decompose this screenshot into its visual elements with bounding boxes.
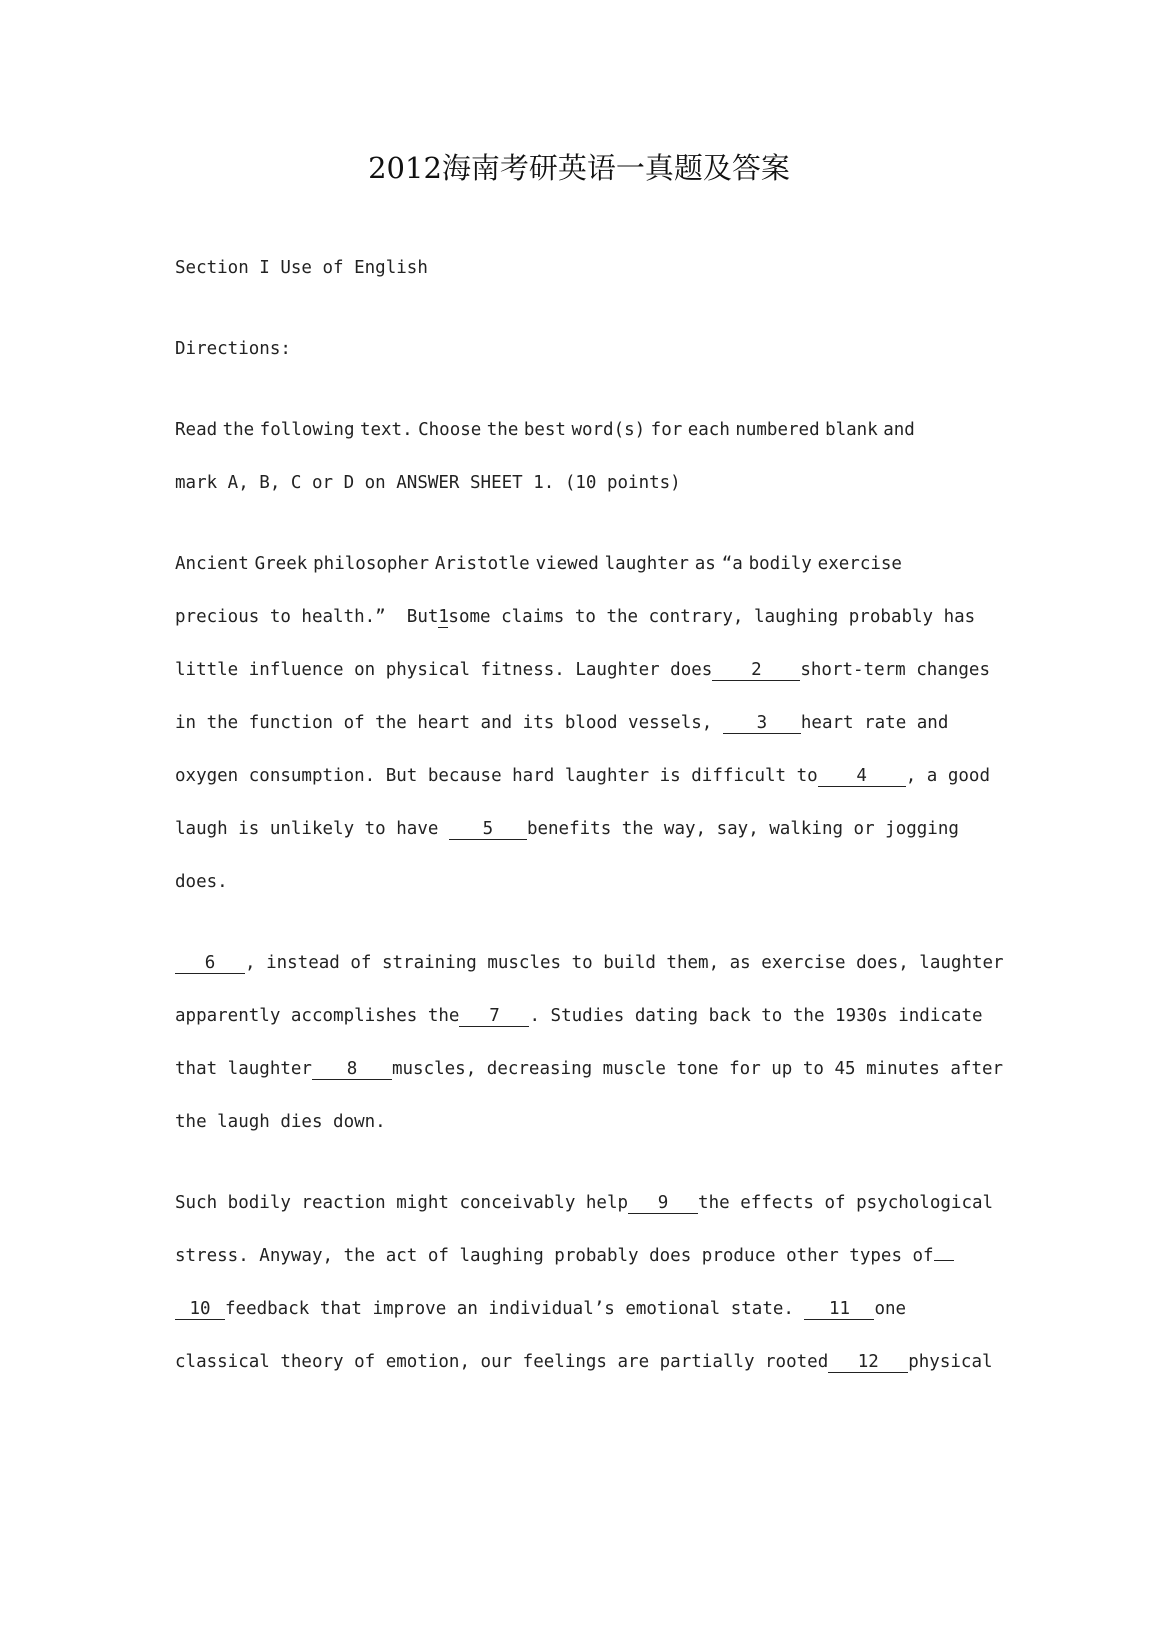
p2-line-4: the laugh dies down. (175, 1112, 386, 1132)
word: the (486, 420, 519, 440)
p3-line-4 (175, 1350, 995, 1374)
section-heading: Section I Use of English (175, 258, 428, 278)
p1-line-3 (175, 658, 995, 682)
blank-12: 12 (828, 1352, 908, 1373)
directions-line-2: mark A, B, C or D on ANSWER SHEET 1. (10 points) (175, 473, 681, 493)
text-segment: muscles, decreasing muscle tone for up to 45 minutes after (391, 1059, 1004, 1079)
p3-line-3 (175, 1297, 995, 1321)
word: blank (825, 420, 878, 440)
word: Aristotle (434, 554, 530, 574)
text-segment: short-term changes (800, 660, 990, 680)
text-segment: benefits the way, say, walking or jogging (526, 819, 959, 839)
text-segment: oxygen consumption. But because hard laughter is difficult to (175, 766, 818, 786)
p3-line-1 (175, 1191, 995, 1215)
text-segment: laugh is unlikely to have (175, 819, 449, 839)
word: numbered (735, 420, 820, 440)
text-segment: precious to health.” But (175, 607, 439, 627)
text-segment: feedback that improve an individual’s emotional state. (225, 1299, 805, 1319)
text-segment: classical theory of emotion, our feelings are partially rooted (175, 1352, 829, 1372)
blank-3: 3 (723, 713, 801, 734)
p2-line-1 (175, 951, 1004, 975)
text-segment: physical (908, 1352, 993, 1372)
text-segment: little influence on physical fitness. Laughter does (175, 660, 713, 680)
word: word(s) (571, 420, 646, 440)
p1-line-2 (175, 605, 995, 629)
text-segment: in the function of the heart and its blood vessels, (175, 713, 723, 733)
text-segment: stress. Anyway, the act of laughing probably does produce other types of (175, 1246, 934, 1266)
blank-1: 1 (438, 607, 449, 627)
word: Read (175, 420, 218, 440)
word: for (650, 420, 683, 440)
word: following (259, 420, 355, 440)
blank-2: 2 (712, 660, 800, 681)
blank-10: 10 (175, 1299, 225, 1320)
word: philosopher (313, 554, 430, 574)
word: laughter (604, 554, 689, 574)
text-segment: heart rate and (800, 713, 949, 733)
word: best (523, 420, 566, 440)
directions-label: Directions: (175, 339, 291, 359)
blank-underline (934, 1260, 954, 1261)
word: text. (359, 420, 413, 440)
p1-line-5 (175, 764, 995, 788)
text-segment: , a good (905, 766, 990, 786)
text-segment: apparently accomplishes the (175, 1006, 460, 1026)
p2-line-2 (175, 1004, 995, 1028)
p1-line-6 (175, 817, 995, 841)
p2-line-3 (175, 1057, 1004, 1081)
word: Choose (418, 420, 482, 440)
blank-6: 6 (175, 953, 245, 974)
p3-line-2 (175, 1244, 995, 1268)
text-segment: that laughter (175, 1059, 312, 1079)
blank-7: 7 (459, 1006, 529, 1027)
document-title: 2012海南考研英语一真题及答案 (368, 151, 790, 185)
p1-line-7: does. (175, 872, 228, 892)
word: the (222, 420, 255, 440)
text-segment: Such bodily reaction might conceivably help (175, 1193, 629, 1213)
word: viewed (535, 554, 599, 574)
word: as (694, 554, 716, 574)
text-segment: . Studies dating back to the 1930s indicate (529, 1006, 983, 1026)
word: “a (721, 554, 743, 574)
word: and (883, 420, 915, 440)
directions-line-1 (175, 418, 915, 442)
text-segment: one (874, 1299, 907, 1319)
p1-line-1 (175, 552, 902, 576)
word: Ancient (175, 554, 249, 574)
blank-11: 11 (804, 1299, 874, 1320)
p1-line-4 (175, 711, 995, 735)
blank-8: 8 (312, 1059, 392, 1080)
word: bodily (748, 554, 812, 574)
word: exercise (817, 554, 902, 574)
word: each (687, 420, 730, 440)
blank-9: 9 (628, 1193, 698, 1214)
blank-4: 4 (818, 766, 906, 787)
text-segment: some claims to the contrary, laughing probably has (448, 607, 976, 627)
text-segment: the effects of psychological (698, 1193, 994, 1213)
word: Greek (254, 554, 308, 574)
blank-5: 5 (449, 819, 527, 840)
text-segment: , instead of straining muscles to build them, as exercise does, laughter (245, 953, 1004, 973)
